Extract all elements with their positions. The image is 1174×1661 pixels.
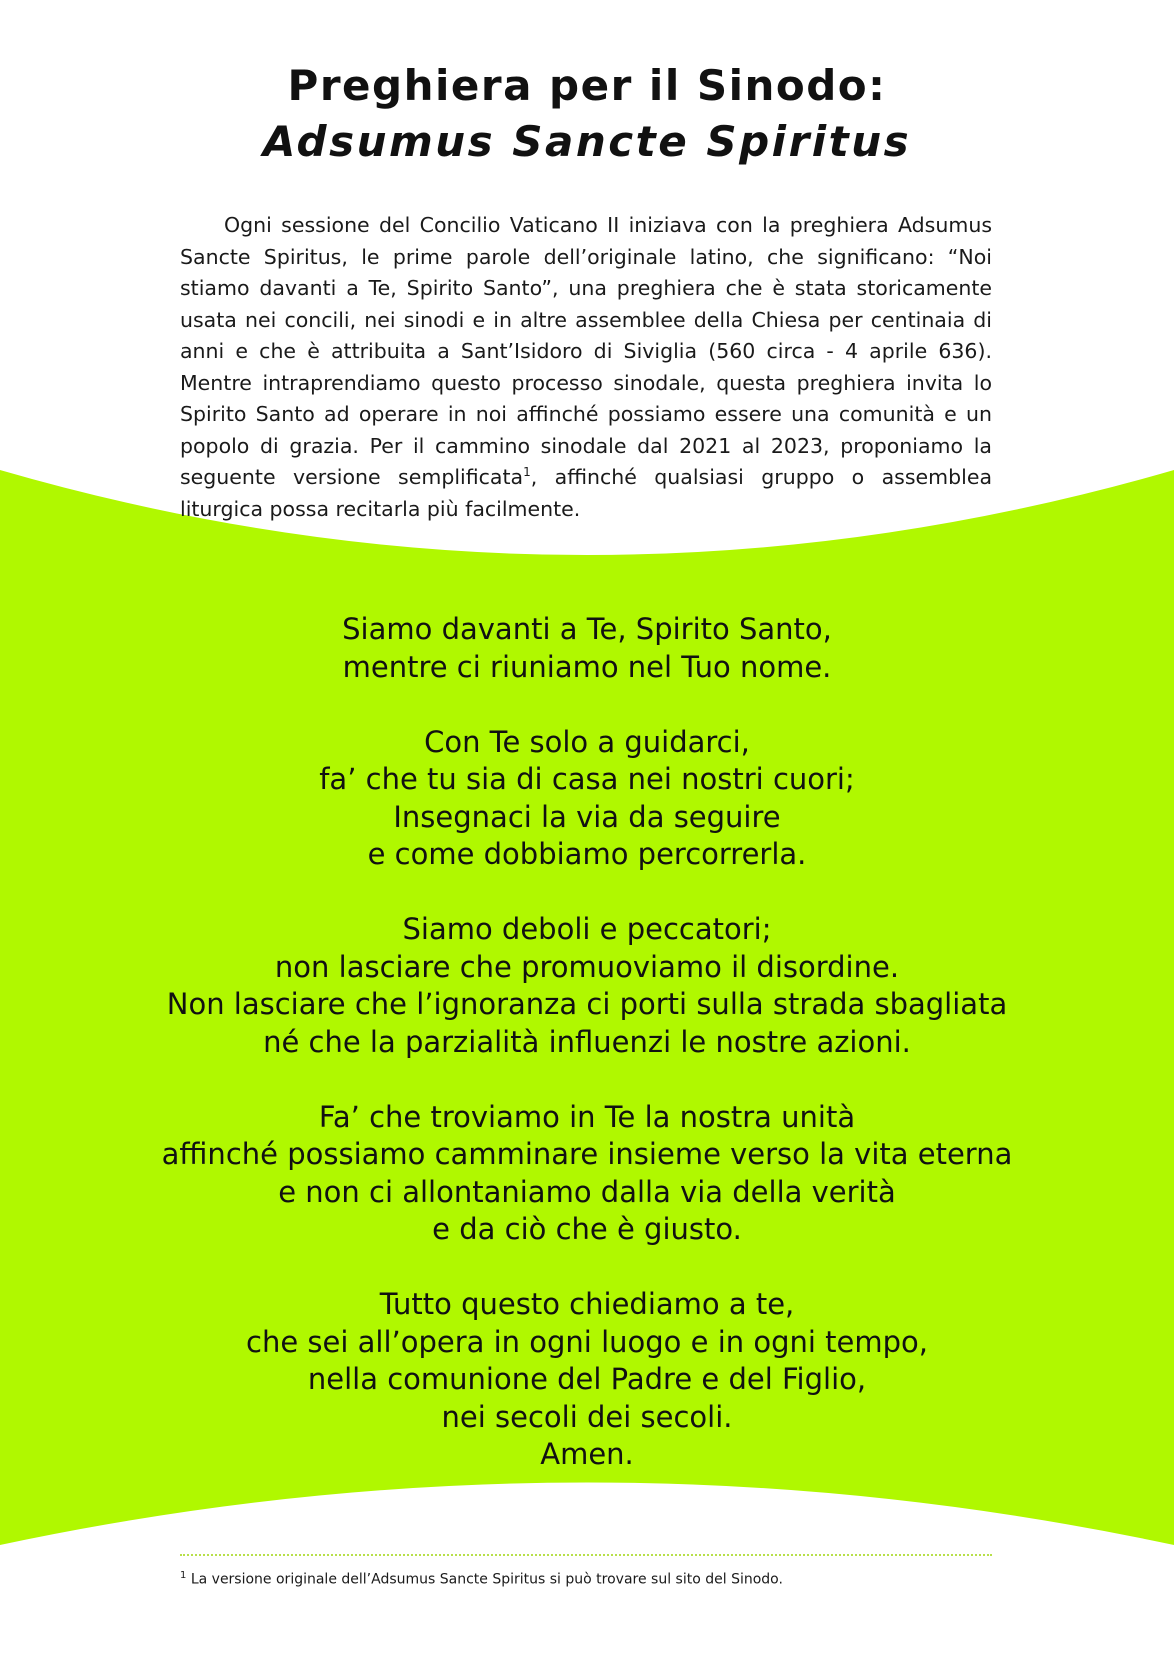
prayer-line: e da ciò che è giusto. <box>432 1212 742 1246</box>
prayer-line: né che la parzialità influenzi le nostre azioni. <box>263 1024 911 1059</box>
prayer-line: mentre ci riuniamo nel Tuo nome. <box>342 649 832 684</box>
title-line-1: Preghiera per il Sinodo: <box>287 61 887 110</box>
prayer-line: Siamo deboli e peccatori; <box>402 912 772 946</box>
footnote-text: La versione originale dell’Adsumus Sancte Spiritus si può trovare sul sito del Sinodo. <box>186 1571 783 1588</box>
prayer-stanza <box>0 724 1174 874</box>
prayer-line: Siamo davanti a Te, Spirito Santo, <box>342 612 832 646</box>
footnote-reference: 1 <box>523 465 531 480</box>
prayer-line: nella comunione del Padre e del Figlio, <box>307 1362 867 1396</box>
footnote-mark: 1 <box>180 1570 187 1581</box>
prayer-stanza <box>0 1099 1174 1249</box>
prayer-stanza <box>0 911 1174 1061</box>
prayer-line: fa’ che tu sia di casa nei nostri cuori; <box>319 762 855 796</box>
prayer-line: Con Te solo a guidarci, <box>424 724 750 759</box>
prayer-stanza <box>0 1286 1174 1474</box>
prayer-line: e non ci allontaniamo dalla via della verità <box>278 1174 896 1209</box>
prayer-line: nei secoli dei secoli. <box>441 1399 733 1434</box>
prayer-line: Fa’ che troviamo in Te la nostra unità <box>318 1099 856 1134</box>
prayer-line: Non lasciare che l’ignoranza ci porti sulla strada sbagliata <box>166 987 1008 1021</box>
intro-text: Ogni sessione del Concilio Vaticano II iniziava con la preghiera Adsumus Sancte Spiritus, le prime parole dell’originale latino, che significano: “Noi stiamo davanti a Te, Spirito Santo”, una preghiera che è stata storicamente usata nei concili, nei sinodi e in altre assemblee della Chiesa per centinaia di anni e che è attribuita a Sant’Isidoro di Siviglia (560 circa - 4 aprile 636). Mentre intraprendiamo questo processo sinodale, questa preghiera invita lo Spirito Santo ad operare in noi affinché possiamo essere una comunità e un popolo di grazia. Per il cammino sinodale dal 2021 al 2023, proponiamo la seguente versione semplificata <box>180 213 992 489</box>
prayer-text <box>0 611 1174 1511</box>
intro-text-end: , affinché qualsiasi gruppo o assemblea liturgica possa recitarla più facilmente. <box>180 465 993 521</box>
title-line-2: Adsumus Sancte Spiritus <box>262 117 912 166</box>
prayer-line: Tutto questo chiediamo a te, <box>379 1287 795 1321</box>
footnote-divider <box>180 1554 992 1556</box>
prayer-line: Amen. <box>540 1437 634 1471</box>
footnote <box>180 1567 992 1589</box>
prayer-stanza <box>0 611 1174 686</box>
prayer-line: che sei all’opera in ogni luogo e in ogni tempo, <box>246 1324 928 1359</box>
prayer-line: e come dobbiamo percorrerla. <box>367 837 807 871</box>
prayer-line: Insegnaci la via da seguire <box>393 799 781 834</box>
prayer-line: affinché possiamo camminare insieme verso la vita eterna <box>161 1137 1013 1171</box>
page-title <box>0 58 1174 170</box>
intro-paragraph <box>180 210 992 525</box>
prayer-line: non lasciare che promuoviamo il disordine. <box>274 949 900 984</box>
